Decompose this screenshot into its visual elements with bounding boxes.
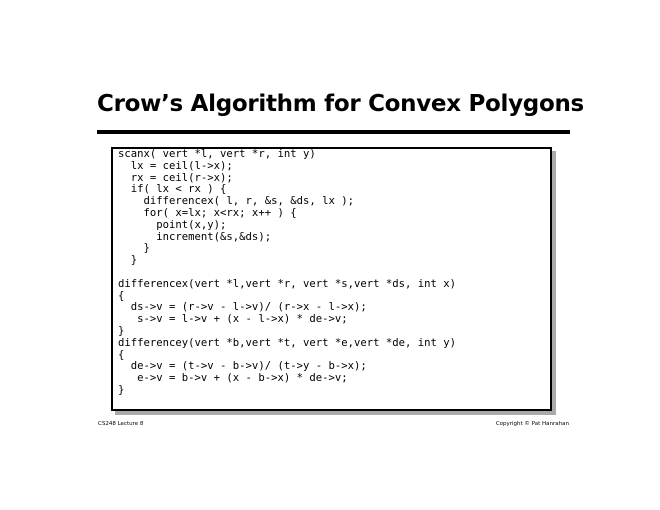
code-box (111, 147, 552, 411)
title-underline-rule (97, 130, 570, 134)
slide-title: Crow’s Algorithm for Convex Polygons (97, 91, 584, 117)
code-listing: scanx( vert *l, vert *r, int y) lx = ceil(l->x); rx = ceil(r->x); if( lx < rx ) { differencex( l, r, &s, &ds, lx ); for( x=lx; x<rx; x++ ) { point(x,y); increment(&s,&ds); } } differencex(vert *l,vert *r, vert *s,vert *ds, int x) { ds->v = (r->v - l->v)/ (r->x - l->x); s->v = l->v + (x - l->x) * de->v; } differencey(vert *b,vert *t, vert *e,vert *de, int y) { de->v = (t->v - b->v)/ (t->y - b->x); e->v = b->v + (x - b->x) * de->v; } (118, 148, 457, 396)
footer-course-label: CS248 Lecture 8 (98, 421, 144, 427)
footer-copyright: Copyright © Pat Hanrahan (495, 421, 569, 427)
